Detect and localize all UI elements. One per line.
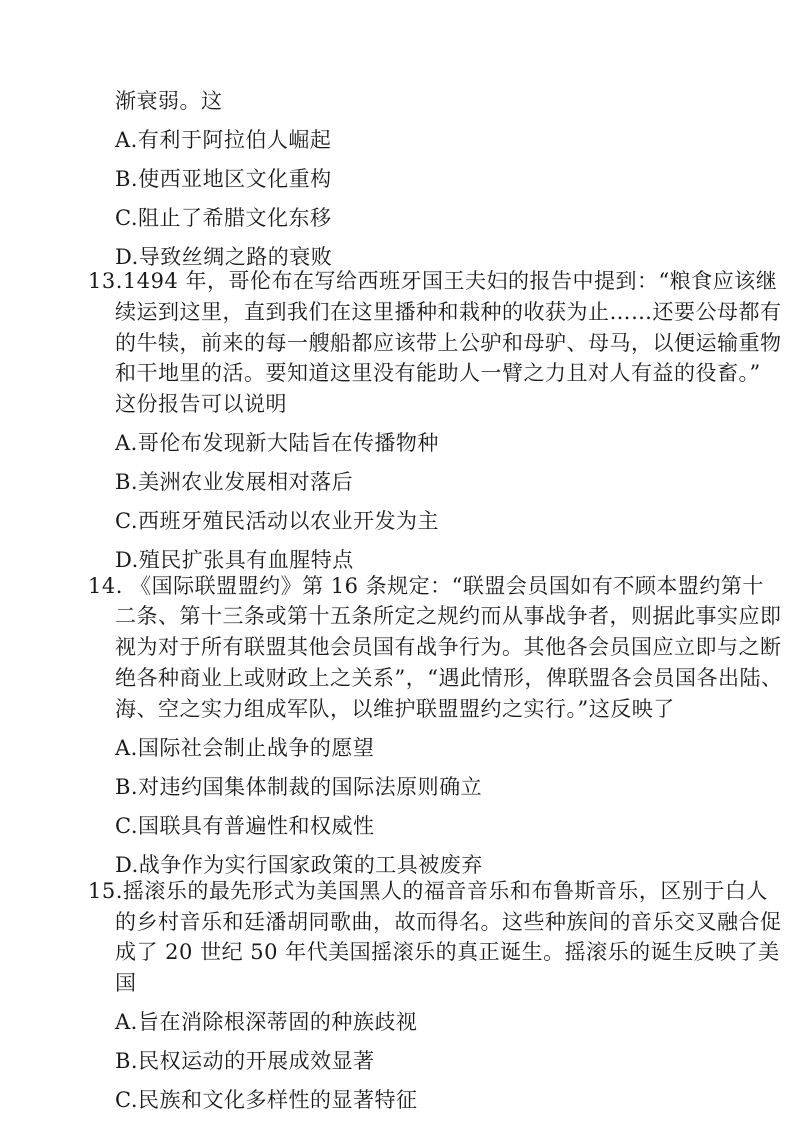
q14-stem-line-2: 二条、第十三条或第十五条所定之规约而从事战争者，则据此事实应即 <box>115 604 782 628</box>
q13-stem-line-3: 的牛犊，前来的每一艘船都应该带上公驴和母驴、母马，以便运输重物 <box>115 331 782 355</box>
q14-option-d: D.战争作为实行国家政策的工具被废弃 <box>115 853 483 877</box>
q15-stem-line-3: 成了 20 世纪 50 年代美国摇滚乐的真正诞生。摇滚乐的诞生反映了美 <box>115 940 780 964</box>
q12-option-d: D.导致丝绸之路的衰败 <box>115 245 333 269</box>
q13-stem-line-2: 续运到这里，直到我们在这里播种和栽种的收获为止……还要公母都有 <box>115 300 782 324</box>
q13-option-b: B.美洲农业发展相对落后 <box>115 470 354 494</box>
q12-option-a: A.有利于阿拉伯人崛起 <box>115 128 332 152</box>
q14-stem-line-1: 14. 《国际联盟盟约》第 16 条规定：“联盟会员国如有不顾本盟约第十 <box>88 574 764 598</box>
q13-option-a: A.哥伦布发现新大陆旨在传播物种 <box>115 431 439 455</box>
q13-option-c: C.西班牙殖民活动以农业开发为主 <box>115 509 439 533</box>
q12-option-c: C.阻止了希腊文化东移 <box>115 206 332 230</box>
q13-stem-line-4: 和干地里的活。要知道这里没有能助人一臂之力且对人有益的役畜。” <box>115 361 761 385</box>
q15-option-a: A.旨在消除根深蒂固的种族歧视 <box>115 1010 418 1034</box>
q14-option-c: C.国联具有普遍性和权威性 <box>115 814 375 838</box>
q13-stem-line-5: 这份报告可以说明 <box>115 392 287 416</box>
q13-stem-line-1: 13.1494 年，哥伦布在写给西班牙国王夫妇的报告中提到：“粮食应该继 <box>88 269 778 293</box>
q12-stem-tail: 渐衰弱。这 <box>115 89 223 113</box>
q15-stem-line-4: 国 <box>115 971 137 995</box>
q12-option-b: B.使西亚地区文化重构 <box>115 167 332 191</box>
q15-stem-line-1: 15.摇滚乐的最先形式为美国黑人的福音音乐和布鲁斯音乐，区别于白人 <box>88 879 768 903</box>
q14-stem-line-4: 绝各种商业上或财政上之关系”，“遇此情形，俾联盟各会员国各出陆、 <box>115 666 783 690</box>
q13-option-d: D.殖民扩张具有血腥特点 <box>115 548 354 572</box>
q14-stem-line-5: 海、空之实力组成军队，以维护联盟盟约之实行。”这反映了 <box>115 697 675 721</box>
q15-option-c: C.民族和文化多样性的显著特征 <box>115 1088 418 1112</box>
q15-stem-line-2: 的乡村音乐和廷潘胡同歌曲，故而得名。这些种族间的音乐交叉融合促 <box>115 910 782 934</box>
q14-stem-line-3: 视为对于所有联盟其他会员国有战争行为。其他各会员国应立即与之断 <box>115 635 782 659</box>
q15-option-b: B.民权运动的开展成效显著 <box>115 1049 375 1073</box>
q14-option-a: A.国际社会制止战争的愿望 <box>115 736 375 760</box>
q14-option-b: B.对违约国集体制裁的国际法原则确立 <box>115 775 483 799</box>
